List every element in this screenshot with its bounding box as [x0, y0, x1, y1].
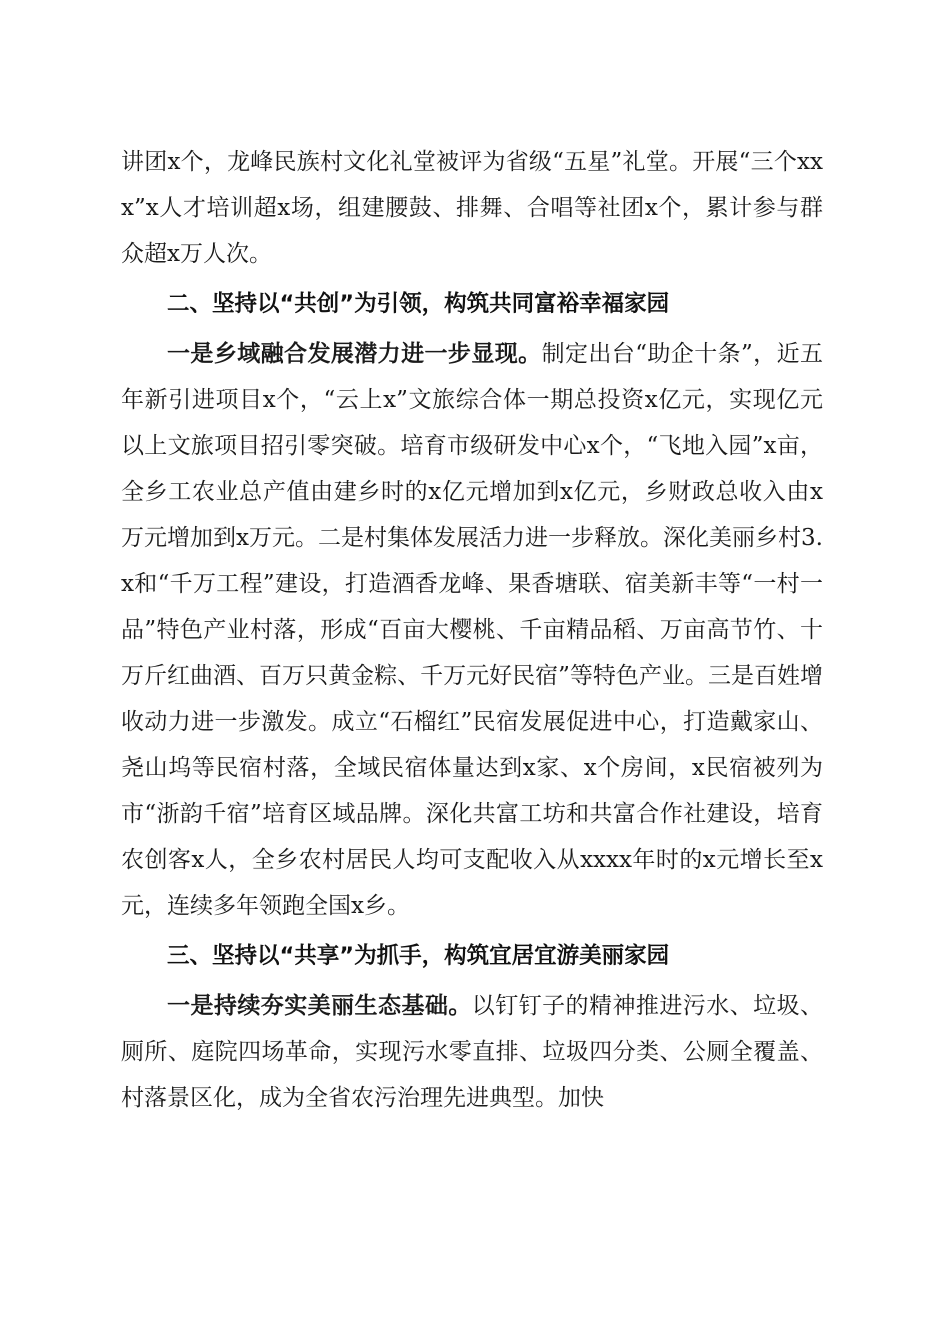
paragraph-lead: 一是持续夯实美丽生态基础。	[167, 992, 472, 1019]
paragraph-text: 讲团x个，龙峰民族村文化礼堂被评为省级“五星”礼堂。开展“三个xxx”x人才培训超x场，组建腰鼓、排舞、合唱等社团x个，累计参与群众超x万人次。	[121, 149, 823, 267]
paragraph-lead: 一是乡域融合发展潜力进一步显现。	[167, 340, 542, 367]
paragraph-text: 以钉钉子的精神推进污水、垃圾、厕所、庭院四场革命，实现污水零直排、垃圾四分类、公厕全覆盖、村落景区化，成为全省农污治理先进典型。加快	[121, 993, 824, 1111]
paragraph-continuation	[121, 139, 823, 277]
section-heading-3: 三、坚持以“共享”为抓手，构筑宜居宜游美丽家园	[167, 943, 670, 969]
document-body	[121, 139, 823, 1121]
paragraph-text: 制定出台“助企十条”，近五年新引进项目x个，“云上x”文旅综合体一期总投资x亿元，实现亿元以上文旅项目招引零突破。培育市级研发中心x个，“飞地入园”x亩，全乡工农业总产值由建乡时的x亿元增加到x亿元，乡财政总收入由x万元增加到x万元。二是村集体发展活力进一步释放。深化美丽乡村3.x和“千万工程”建设，打造酒香龙峰、果香塘联、宿美新丰等“一村一品”特色产业村落，形成“百亩大樱桃、千亩精品稻、万亩高节竹、十万斤红曲酒、百万只黄金粽、千万元好民宿”等特色产业。三是百姓增收动力进一步激发。成立“石榴红”民宿发展促进中心，打造戴家山、尧山坞等民宿村落，全域民宿体量达到x家、x个房间，x民宿被列为市“浙韵千宿”培育区域品牌。深化共富工坊和共富合作社建设，培育农创客x人，全乡农村居民人均可支配收入从xxxx年时的x元增长至x元，连续多年领跑全国x乡。	[121, 341, 823, 919]
paragraph-section-3	[121, 983, 823, 1121]
section-heading-2: 二、坚持以“共创”为引领，构筑共同富裕幸福家园	[167, 291, 670, 317]
paragraph-section-2	[121, 331, 823, 929]
